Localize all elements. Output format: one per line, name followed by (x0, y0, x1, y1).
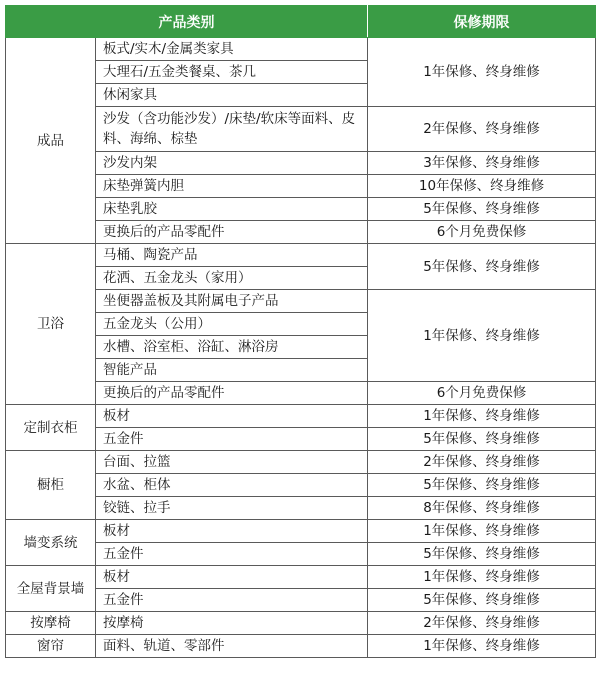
warranty-cell: 1年保修、终身维修 (368, 566, 596, 589)
warranty-cell: 2年保修、终身维修 (368, 451, 596, 474)
warranty-cell: 5年保修、终身维修 (368, 428, 596, 451)
item-cell: 五金龙头（公用） (96, 313, 368, 336)
table-row (6, 612, 596, 635)
category-cell: 按摩椅 (6, 612, 96, 635)
category-cell: 墙变系统 (6, 520, 96, 566)
item-cell: 智能产品 (96, 359, 368, 382)
category-cell: 全屋背景墙 (6, 566, 96, 612)
table-row (6, 405, 596, 428)
warranty-cell: 6个月免费保修 (368, 221, 596, 244)
item-cell: 板材 (96, 566, 368, 589)
warranty-cell: 5年保修、终身维修 (368, 589, 596, 612)
warranty-cell: 2年保修、终身维修 (368, 107, 596, 152)
warranty-cell: 5年保修、终身维修 (368, 474, 596, 497)
warranty-cell: 8年保修、终身维修 (368, 497, 596, 520)
warranty-cell: 1年保修、终身维修 (368, 635, 596, 658)
item-cell: 五金件 (96, 589, 368, 612)
item-cell: 沙发（含功能沙发）/床垫/软床等面料、皮料、海绵、棕垫 (96, 107, 368, 152)
item-cell: 更换后的产品零配件 (96, 382, 368, 405)
category-cell: 定制衣柜 (6, 405, 96, 451)
warranty-cell: 5年保修、终身维修 (368, 543, 596, 566)
category-cell: 橱柜 (6, 451, 96, 520)
item-cell: 铰链、拉手 (96, 497, 368, 520)
item-cell: 马桶、陶瓷产品 (96, 244, 368, 267)
item-cell: 花洒、五金龙头（家用） (96, 267, 368, 290)
item-cell: 板式/实木/金属类家具 (96, 38, 368, 61)
warranty-cell: 3年保修、终身维修 (368, 152, 596, 175)
category-cell: 窗帘 (6, 635, 96, 658)
warranty-cell: 1年保修、终身维修 (368, 405, 596, 428)
item-cell: 床垫弹簧内胆 (96, 175, 368, 198)
warranty-table (5, 5, 596, 658)
warranty-table-container (5, 5, 596, 658)
warranty-cell: 6个月免费保修 (368, 382, 596, 405)
item-cell: 按摩椅 (96, 612, 368, 635)
item-cell: 面料、轨道、零部件 (96, 635, 368, 658)
table-row (6, 635, 596, 658)
item-cell: 更换后的产品零配件 (96, 221, 368, 244)
category-cell: 成品 (6, 38, 96, 244)
table-row (6, 244, 596, 267)
item-cell: 休闲家具 (96, 84, 368, 107)
table-row (6, 566, 596, 589)
item-cell: 坐便器盖板及其附属电子产品 (96, 290, 368, 313)
item-cell: 沙发内架 (96, 152, 368, 175)
table-row (6, 520, 596, 543)
category-cell: 卫浴 (6, 244, 96, 405)
warranty-cell: 10年保修、终身维修 (368, 175, 596, 198)
warranty-cell: 1年保修、终身维修 (368, 290, 596, 382)
item-cell: 水槽、浴室柜、浴缸、淋浴房 (96, 336, 368, 359)
warranty-cell: 5年保修、终身维修 (368, 198, 596, 221)
header-product-category: 产品类别 (6, 6, 368, 38)
item-cell: 床垫乳胶 (96, 198, 368, 221)
table-row (6, 451, 596, 474)
table-header-row (6, 6, 596, 38)
item-cell: 水盆、柜体 (96, 474, 368, 497)
table-row (6, 38, 596, 61)
item-cell: 大理石/五金类餐桌、茶几 (96, 61, 368, 84)
item-cell: 板材 (96, 405, 368, 428)
item-cell: 台面、拉篮 (96, 451, 368, 474)
item-cell: 五金件 (96, 428, 368, 451)
warranty-cell: 1年保修、终身维修 (368, 520, 596, 543)
warranty-cell: 5年保修、终身维修 (368, 244, 596, 290)
header-warranty-period: 保修期限 (368, 6, 596, 38)
warranty-cell: 2年保修、终身维修 (368, 612, 596, 635)
warranty-cell: 1年保修、终身维修 (368, 38, 596, 107)
item-cell: 板材 (96, 520, 368, 543)
item-cell: 五金件 (96, 543, 368, 566)
